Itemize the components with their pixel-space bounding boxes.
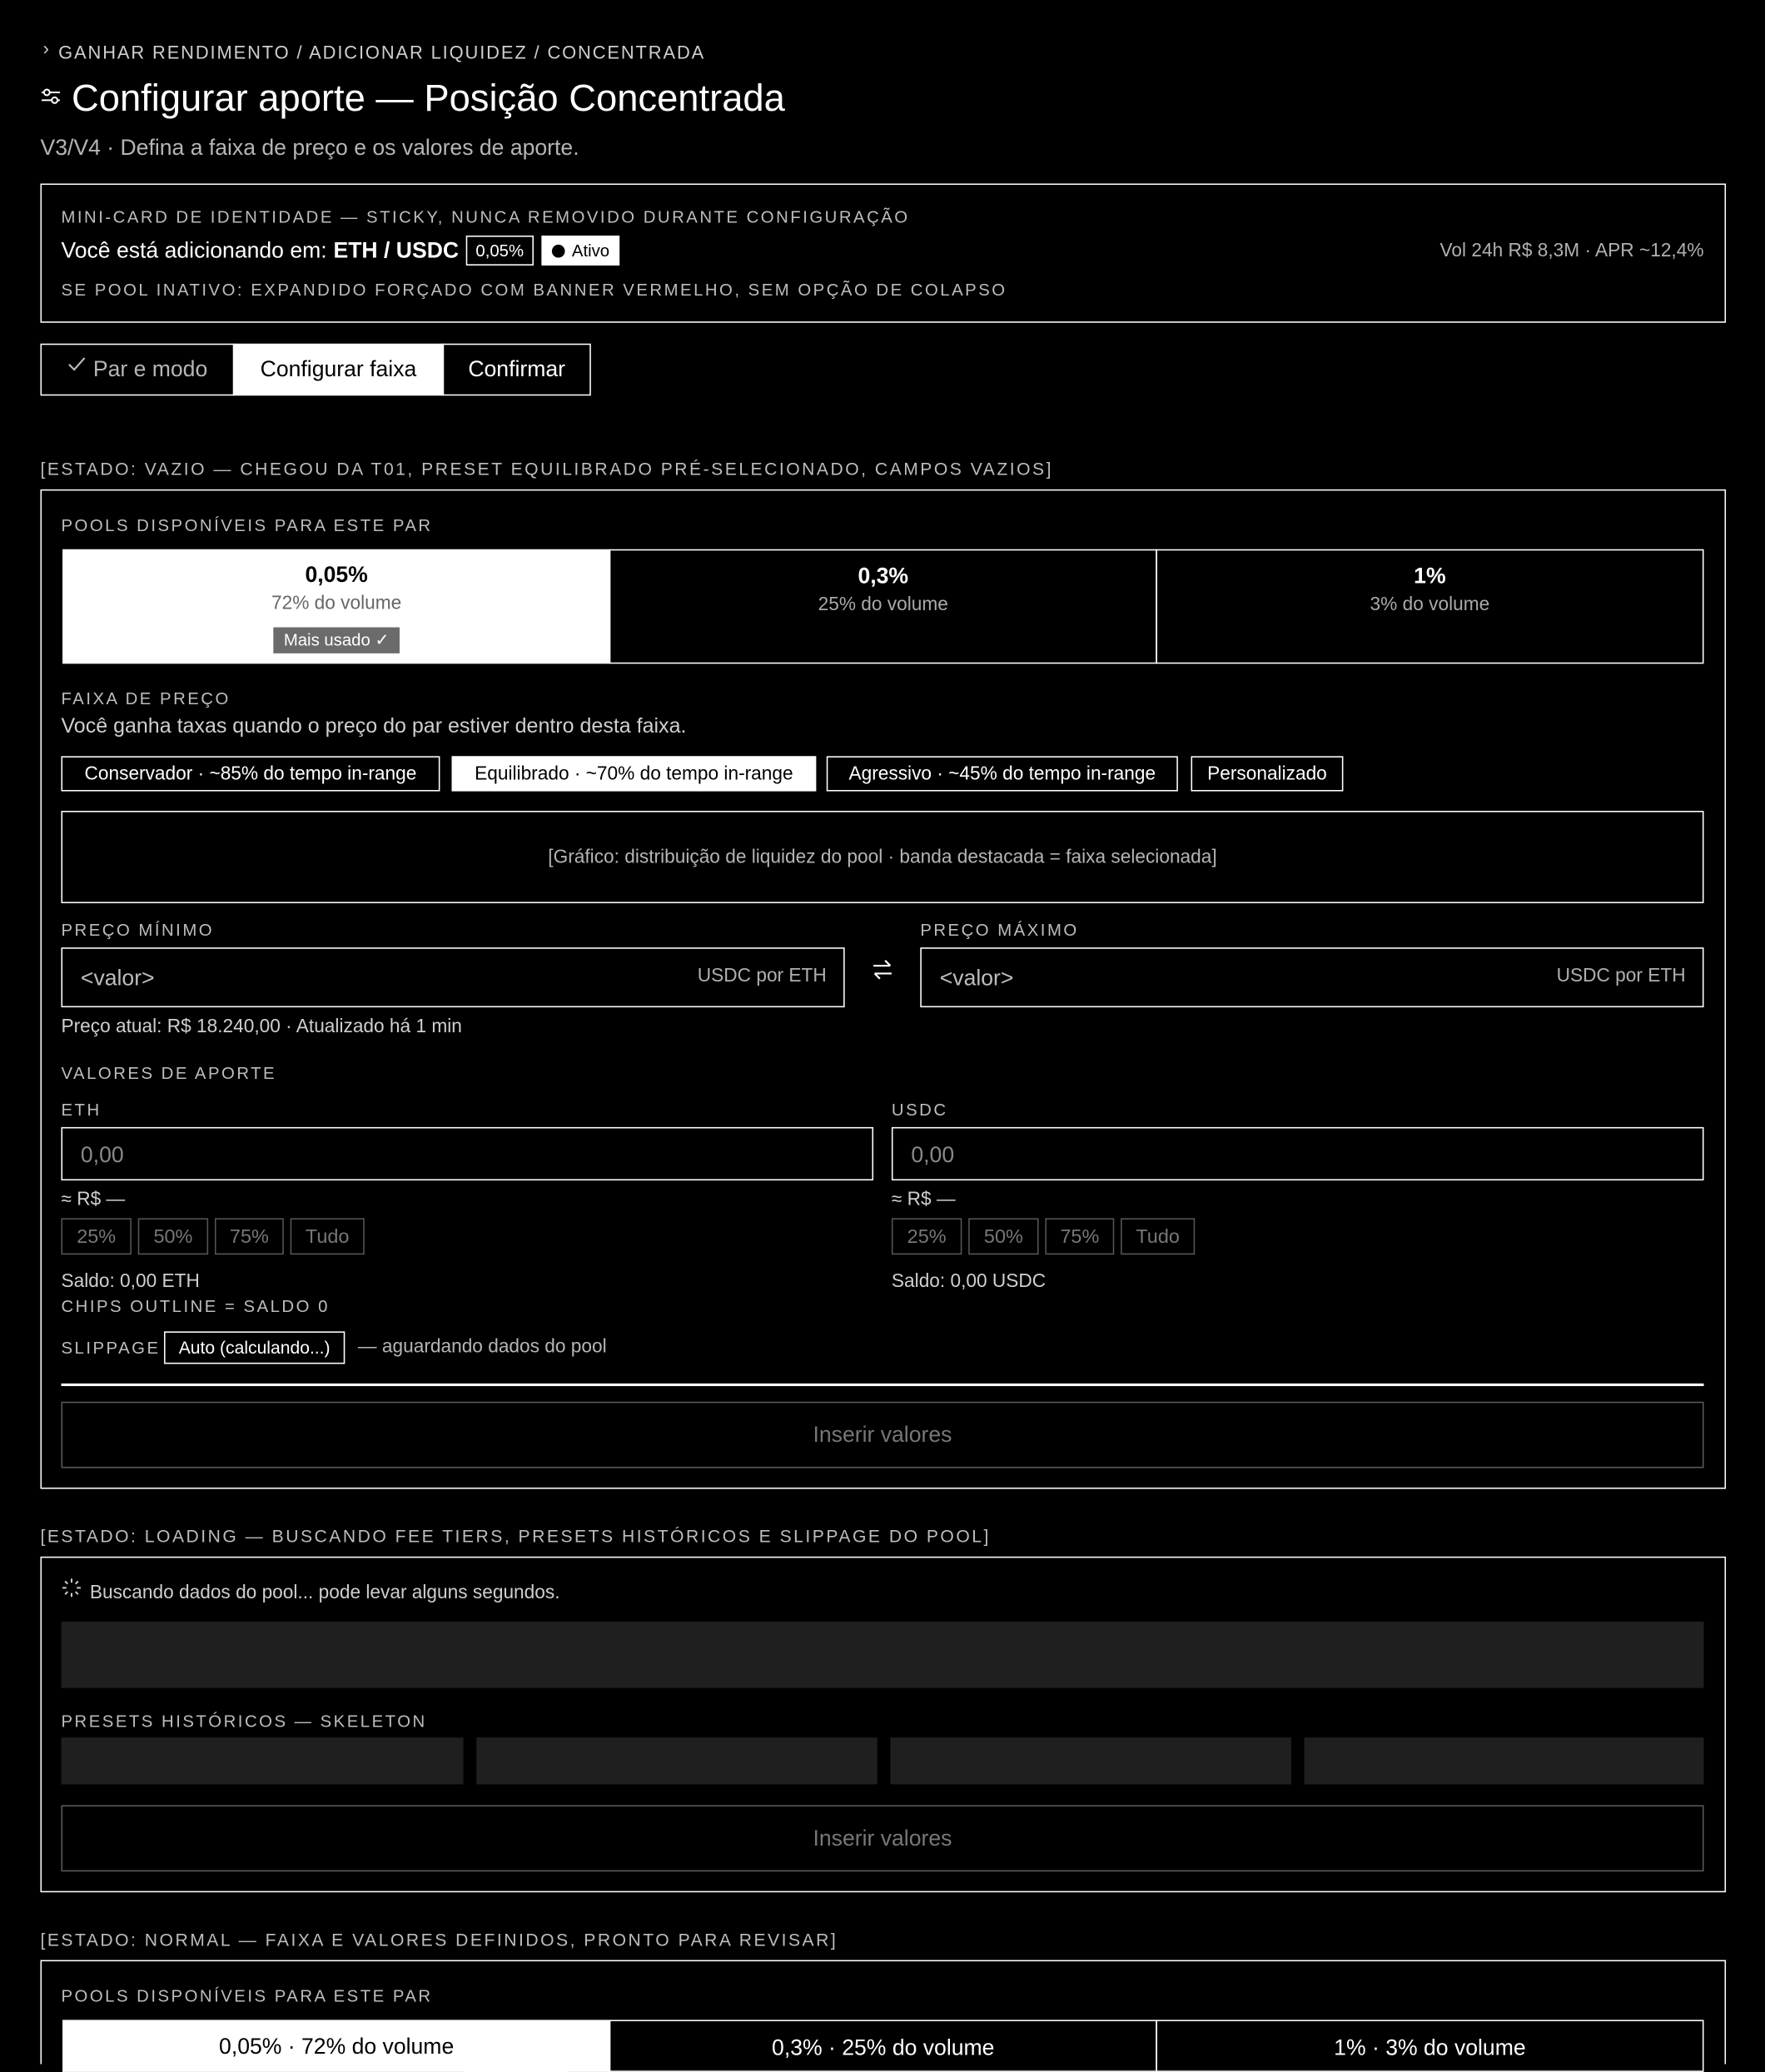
preset-conservador[interactable]: Conservador · ~85% do tempo in-range [61, 756, 440, 791]
min-price-placeholder: <valor> [80, 966, 155, 991]
step-configurar-faixa[interactable]: Configurar faixa [233, 344, 444, 396]
skeleton-preset [890, 1737, 1291, 1784]
usdc-approx: ≈ R$ — [891, 1189, 956, 1210]
pool-option-normal-03[interactable]: 0,3% · 25% do volume [609, 2020, 1157, 2072]
identity-card [40, 183, 1726, 322]
pools-title-normal: POOLS DISPONÍVEIS PARA ESTE PAR [61, 1985, 433, 2006]
usdc-label: USDC [891, 1100, 948, 1120]
sliders-icon [40, 87, 61, 112]
usdc-placeholder: 0,00 [911, 1142, 955, 1168]
max-price-label: PREÇO MÁXIMO [920, 920, 1079, 940]
max-price-unit: USDC por ETH [1556, 966, 1686, 987]
state-normal-card [40, 1960, 1726, 2064]
usdc-chip-tudo[interactable]: Tudo [1121, 1218, 1195, 1255]
page-title: Configurar aporte — Posição Concentrada [71, 77, 785, 120]
current-price: Preço atual: R$ 18.240,00 · Atualizado há 1 min [61, 1016, 462, 1038]
eth-amount-input[interactable] [61, 1127, 873, 1180]
page-title-row [40, 78, 784, 122]
swap-icon[interactable] [871, 958, 894, 988]
pool-option-005[interactable] [62, 549, 610, 664]
eth-chip-tudo[interactable]: Tudo [291, 1218, 365, 1255]
state-loading-card [40, 1557, 1726, 1892]
breadcrumb [42, 37, 706, 63]
max-price-placeholder: <valor> [939, 966, 1014, 991]
chips-note: CHIPS OUTLINE = SALDO 0 [61, 1296, 330, 1316]
fee-badge: 0,05% [465, 236, 534, 266]
pool-stats: Vol 24h R$ 8,3M · APR ~12,4% [1439, 241, 1704, 262]
chevron-right-icon: › [42, 37, 51, 59]
breadcrumb-path[interactable]: GANHAR RENDIMENTO / ADICIONAR LIQUIDEZ / CONCENTRADA [58, 42, 706, 63]
spinner-icon [61, 1578, 82, 1603]
usdc-chip-25[interactable]: 25% [892, 1218, 962, 1255]
amounts-title: VALORES DE APORTE [61, 1063, 277, 1083]
min-price-input[interactable] [61, 947, 844, 1007]
max-price-input[interactable] [920, 947, 1703, 1007]
usdc-chip-50[interactable]: 50% [968, 1218, 1038, 1255]
pool-volume: 72% do volume [271, 593, 402, 614]
preset-equilibrado[interactable]: Equilibrado · ~70% do tempo in-range [451, 756, 816, 791]
pool-option-normal-1[interactable]: 1% · 3% do volume [1156, 2020, 1703, 2072]
usdc-chip-75[interactable]: 75% [1045, 1218, 1114, 1255]
eth-chip-25[interactable]: 25% [61, 1218, 131, 1255]
eth-chip-75[interactable]: 75% [215, 1218, 284, 1255]
loading-message: Buscando dados do pool... pode levar alguns segundos. [89, 1583, 560, 1604]
range-title: FAIXA DE PREÇO [61, 688, 231, 708]
eth-balance: Saldo: 0,00 ETH [61, 1271, 200, 1293]
pool-fee: 0,3% [858, 563, 909, 589]
pool-volume: 25% do volume [818, 594, 948, 616]
status-dot-icon [552, 244, 565, 257]
chart-placeholder-text: [Gráfico: distribuição de liquidez do pool · banda destacada = faixa selecionada] [548, 846, 1217, 868]
pool-volume: 3% do volume [1370, 594, 1490, 616]
check-icon [67, 353, 86, 379]
skeleton-preset [1305, 1737, 1704, 1784]
skeleton-pools [61, 1622, 1703, 1688]
status-badge: Ativo [542, 236, 620, 266]
loading-row [61, 1580, 559, 1606]
eth-chip-50[interactable]: 50% [138, 1218, 208, 1255]
identity-row [61, 236, 619, 266]
identity-note-top: MINI-CARD DE IDENTIDADE — STICKY, NUNCA REMOVIDO DURANTE CONFIGURAÇÃO [61, 206, 910, 227]
identity-note-bottom: SE POOL INATIVO: EXPANDIDO FORÇADO COM BANNER VERMELHO, SEM OPÇÃO DE COLAPSO [61, 280, 1007, 300]
state-label-empty: [ESTADO: VAZIO — CHEGOU DA T01, PRESET EQUILIBRADO PRÉ-SELECIONADO, CAMPOS VAZIOS] [40, 459, 1053, 479]
slippage-label: SLIPPAGE [61, 1338, 161, 1358]
most-used-badge: Mais usado ✓ [273, 628, 400, 653]
preset-agressivo[interactable]: Agressivo · ~45% do tempo in-range [827, 756, 1178, 791]
pool-option-1[interactable] [1156, 549, 1703, 664]
adding-label: Você está adicionando em: [61, 237, 327, 263]
state-label-loading: [ESTADO: LOADING — BUSCANDO FEE TIERS, PRESETS HISTÓRICOS E SLIPPAGE DO POOL] [40, 1526, 991, 1547]
step-par-e-modo[interactable]: Par e modo [40, 344, 234, 396]
pair-name: ETH / USDC [333, 237, 460, 263]
state-empty-card [40, 489, 1726, 1489]
pools-title: POOLS DISPONÍVEIS PARA ESTE PAR [61, 515, 433, 535]
skeleton-preset [476, 1737, 878, 1784]
slippage-selector[interactable]: Auto (calculando...) [164, 1331, 345, 1364]
state-label-normal: [ESTADO: NORMAL — FAIXA E VALORES DEFINIDOS, PRONTO PARA REVISAR] [40, 1930, 838, 1950]
liquidity-chart-placeholder [61, 811, 1703, 903]
eth-placeholder: 0,00 [80, 1142, 124, 1168]
usdc-amount-input[interactable] [892, 1127, 1704, 1180]
preset-personalizado[interactable]: Personalizado [1191, 756, 1344, 791]
slippage-note: — aguardando dados do pool [357, 1336, 607, 1358]
insert-values-button-loading[interactable]: Inserir valores [61, 1805, 1703, 1871]
eth-approx: ≈ R$ — [61, 1189, 126, 1210]
eth-label: ETH [61, 1100, 102, 1120]
step-confirmar[interactable]: Confirmar [443, 344, 591, 396]
min-price-label: PREÇO MÍNIMO [61, 920, 215, 940]
pool-option-03[interactable] [609, 549, 1157, 664]
min-price-unit: USDC por ETH [697, 966, 827, 987]
pool-fee: 1% [1414, 563, 1446, 589]
insert-values-button[interactable]: Inserir valores [61, 1402, 1703, 1468]
range-description: Você ganha taxas quando o preço do par estiver dentro desta faixa. [61, 715, 687, 738]
presets-skeleton-title: PRESETS HISTÓRICOS — SKELETON [61, 1711, 427, 1732]
divider [61, 1384, 1703, 1385]
pool-option-normal-005[interactable]: 0,05% · 72% do volume [62, 2020, 610, 2072]
pool-fee: 0,05% [305, 562, 368, 588]
skeleton-preset [61, 1737, 463, 1784]
page-subtitle: V3/V4 · Defina a faixa de preço e os valores de aporte. [40, 135, 579, 161]
usdc-balance: Saldo: 0,00 USDC [891, 1271, 1047, 1293]
